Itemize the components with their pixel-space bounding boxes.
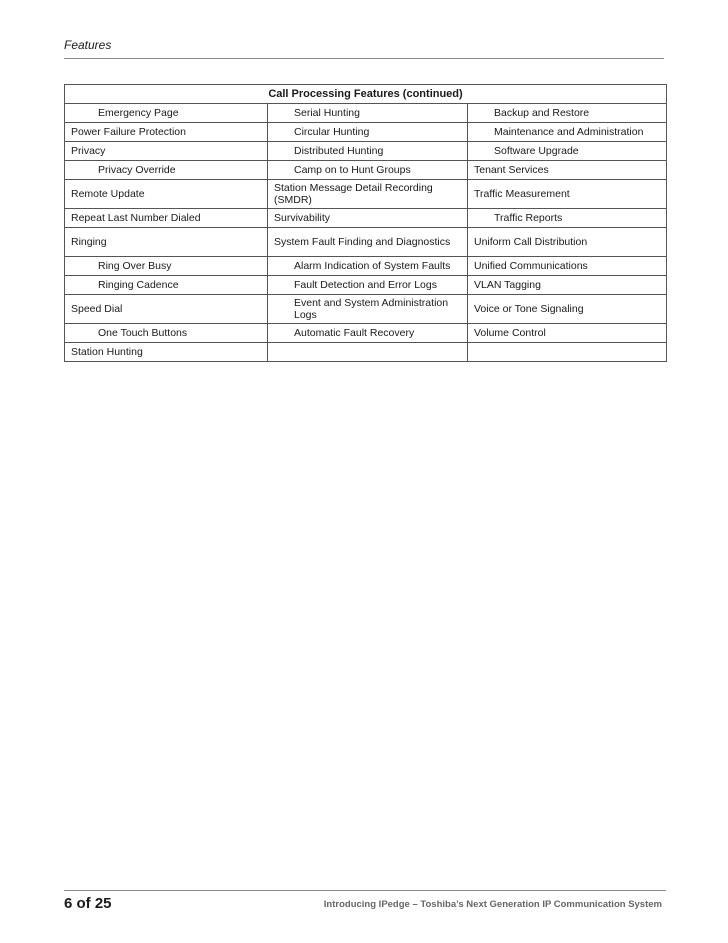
table-row xyxy=(65,324,667,343)
table-cell: Tenant Services xyxy=(468,161,667,180)
table-cell: Alarm Indication of System Faults xyxy=(268,257,468,276)
page-number: 6 of 25 xyxy=(64,895,112,912)
table-cell: Fault Detection and Error Logs xyxy=(268,276,468,295)
table-cell: Voice or Tone Signaling xyxy=(468,295,667,324)
table-cell: System Fault Finding and Diagnostics xyxy=(268,228,468,257)
table-cell: Survivability xyxy=(268,209,468,228)
table-row xyxy=(65,104,667,123)
features-table-container xyxy=(64,84,666,362)
table-cell: Distributed Hunting xyxy=(268,142,468,161)
table-cell: Repeat Last Number Dialed xyxy=(65,209,268,228)
table-cell: Emergency Page xyxy=(65,104,268,123)
table-cell: Ringing Cadence xyxy=(65,276,268,295)
table-cell: Volume Control xyxy=(468,324,667,343)
table-cell: Privacy xyxy=(65,142,268,161)
table-cell: Camp on to Hunt Groups xyxy=(268,161,468,180)
header-title: Features xyxy=(64,38,112,52)
header-divider xyxy=(64,58,664,59)
table-row xyxy=(65,257,667,276)
footer-document-title: Introducing IPedge – Toshiba’s Next Generation IP Communication System xyxy=(323,899,662,910)
table-cell: Ring Over Busy xyxy=(65,257,268,276)
table-cell: Event and System Administration Logs xyxy=(268,295,468,324)
table-cell: Automatic Fault Recovery xyxy=(268,324,468,343)
table-cell: Maintenance and Administration xyxy=(468,123,667,142)
table-cell: Circular Hunting xyxy=(268,123,468,142)
table-cell xyxy=(468,343,667,362)
table-cell: Backup and Restore xyxy=(468,104,667,123)
table-caption-row xyxy=(65,85,667,104)
table-cell: Ringing xyxy=(65,228,268,257)
table-cell: Software Upgrade xyxy=(468,142,667,161)
table-cell: Unified Communications xyxy=(468,257,667,276)
table-row xyxy=(65,343,667,362)
table-row xyxy=(65,142,667,161)
table-cell: VLAN Tagging xyxy=(468,276,667,295)
table-row xyxy=(65,180,667,209)
table-cell: Traffic Measurement xyxy=(468,180,667,209)
table-cell: Serial Hunting xyxy=(268,104,468,123)
table-cell xyxy=(268,343,468,362)
table-cell: Remote Update xyxy=(65,180,268,209)
table-body xyxy=(65,85,667,362)
call-processing-features-table xyxy=(64,84,667,362)
table-cell: Station Hunting xyxy=(65,343,268,362)
table-row xyxy=(65,209,667,228)
table-row xyxy=(65,123,667,142)
table-cell: One Touch Buttons xyxy=(65,324,268,343)
table-cell: Station Message Detail Recording (SMDR) xyxy=(268,180,468,209)
table-row xyxy=(65,228,667,257)
table-caption: Call Processing Features (continued) xyxy=(65,85,667,104)
table-cell: Privacy Override xyxy=(65,161,268,180)
table-cell: Power Failure Protection xyxy=(65,123,268,142)
table-cell: Traffic Reports xyxy=(468,209,667,228)
footer-divider xyxy=(64,890,666,891)
table-cell: Speed Dial xyxy=(65,295,268,324)
table-row xyxy=(65,276,667,295)
table-row xyxy=(65,295,667,324)
table-cell: Uniform Call Distribution xyxy=(468,228,667,257)
table-row xyxy=(65,161,667,180)
